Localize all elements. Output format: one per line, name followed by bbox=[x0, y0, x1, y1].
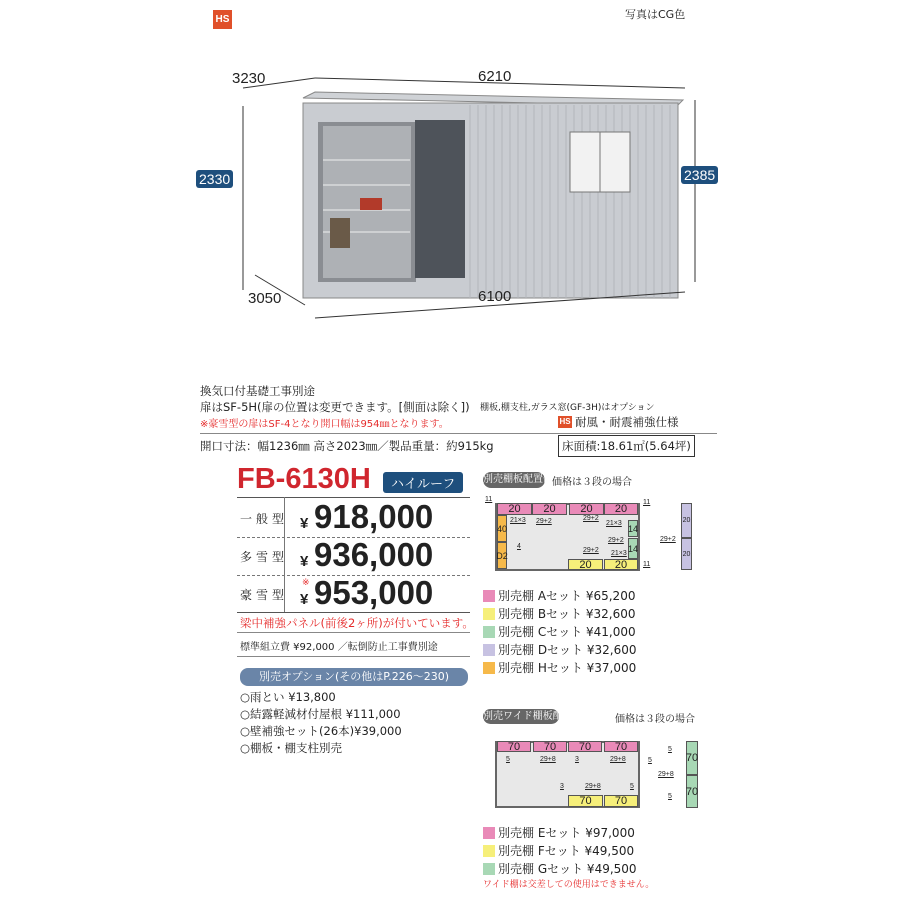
type-badge: ハイルーフ bbox=[383, 472, 463, 493]
dim-right-height: 2385 bbox=[681, 166, 718, 184]
legend-label: 別売棚 Hセット ¥37,000 bbox=[498, 661, 637, 675]
shelf-e: 70 bbox=[568, 741, 602, 752]
model-number: FB-6130H bbox=[237, 463, 371, 495]
dim-annotation: 29+2 bbox=[660, 536, 676, 543]
swatch bbox=[483, 626, 495, 638]
yen-sign: ¥ bbox=[300, 553, 309, 570]
price-value: 918,000 bbox=[314, 498, 434, 535]
dim-annotation: 29+8 bbox=[610, 756, 626, 763]
legend-item bbox=[483, 860, 637, 877]
dim-annotation: 29+8 bbox=[540, 756, 556, 763]
dim-annotation: 29+2 bbox=[583, 515, 599, 522]
hs-spec: 耐風・耐震補強仕様 bbox=[575, 415, 679, 429]
note-line1: 換気口付基礎工事別途 bbox=[200, 384, 315, 398]
shelf-c: 14 bbox=[628, 538, 638, 559]
divider bbox=[237, 656, 470, 657]
divider bbox=[237, 612, 470, 613]
legend-label: 別売棚 Gセット ¥49,500 bbox=[498, 862, 637, 876]
legend-item bbox=[483, 659, 636, 676]
legend-label: 別売棚 Eセット ¥97,000 bbox=[498, 826, 635, 840]
yen-sign: ¥ bbox=[300, 591, 309, 608]
divider bbox=[237, 632, 470, 633]
shelf-b: 20 bbox=[568, 559, 603, 570]
price-value: 953,000 bbox=[314, 574, 434, 611]
dim-annotation: 5 bbox=[648, 757, 652, 764]
options-note: 棚板,棚支柱,ガラス窓(GF-3H)はオプション bbox=[480, 403, 655, 413]
swatch bbox=[483, 845, 495, 857]
assembly-fee: 標準組立費 ¥92,000 ／転倒防止工事費別途 bbox=[240, 642, 438, 653]
price-type: 多雪型 bbox=[240, 550, 289, 564]
wide-shelf-warning: ワイド棚は交差しての使用はできません。 bbox=[483, 880, 655, 890]
shelf-layout-title: 別売棚板配置例 bbox=[483, 472, 545, 488]
options-title: 別売オプション(その他はP.226〜230) bbox=[240, 668, 468, 686]
panel-note: 梁中補強パネル(前後2ヶ所)が付いています。 bbox=[240, 616, 474, 630]
dim-annotation: 29+2 bbox=[536, 518, 552, 525]
legend-label: 別売棚 Cセット ¥41,000 bbox=[498, 625, 636, 639]
legend-item bbox=[483, 641, 637, 658]
note-line3: ※豪雪型の扉はSF-4となり開口幅は954㎜となります。 bbox=[200, 419, 449, 430]
dim-annotation: 21×3 bbox=[611, 550, 627, 557]
dim-annotation: 11 bbox=[643, 499, 651, 506]
option-item: ○壁補強セット(26本)¥39,000 bbox=[240, 724, 402, 738]
hs-logo: HS bbox=[213, 10, 232, 29]
option-item: ○雨とい ¥13,800 bbox=[240, 690, 336, 704]
yen-sign: ¥ bbox=[300, 515, 309, 532]
legend-label: 別売棚 Fセット ¥49,500 bbox=[498, 844, 635, 858]
shelf-g: 70 bbox=[686, 775, 698, 808]
shelf-e: 70 bbox=[604, 741, 638, 752]
legend-label: 別売棚 Aセット ¥65,200 bbox=[498, 589, 636, 603]
legend-item bbox=[483, 587, 635, 604]
dim-annotation: 3 bbox=[560, 783, 564, 790]
price-type: 豪雪型 bbox=[240, 588, 289, 602]
shelf-c: 14 bbox=[628, 520, 638, 537]
dim-annotation: 4 bbox=[517, 543, 521, 550]
dim-bottom-width: 6100 bbox=[478, 288, 512, 305]
option-item: ○結露軽減材付屋根 ¥111,000 bbox=[240, 707, 401, 721]
shelf-a: 20 bbox=[497, 503, 532, 515]
dim-annotation: 5 bbox=[630, 783, 634, 790]
legend-item bbox=[483, 605, 636, 622]
legend-item bbox=[483, 842, 634, 859]
dim-annotation: 3 bbox=[575, 756, 579, 763]
swatch bbox=[483, 608, 495, 620]
floor-area: 床面積:18.61㎡(5.64坪) bbox=[558, 435, 695, 457]
shelf-d: 20 bbox=[681, 538, 692, 570]
shed-illustration bbox=[195, 60, 725, 320]
shelf-price-note: 価格は３段の場合 bbox=[552, 477, 632, 488]
note-line2: 扉はSF-5H(扉の位置は変更できます。[側面は除く]) bbox=[200, 400, 470, 414]
swatch bbox=[483, 863, 495, 875]
shelf-e: 70 bbox=[497, 741, 531, 752]
shelf-a: 20 bbox=[569, 503, 604, 515]
divider bbox=[200, 433, 717, 434]
shelf-h: D2 bbox=[497, 542, 507, 569]
shelf-e: 70 bbox=[533, 741, 567, 752]
dim-annotation: 29+8 bbox=[585, 783, 601, 790]
dim-annotation: 21×3 bbox=[510, 517, 526, 524]
dim-annotation: 11 bbox=[485, 496, 493, 503]
legend-label: 別売棚 Dセット ¥32,600 bbox=[498, 643, 637, 657]
shelf-d: 20 bbox=[681, 503, 692, 538]
shelf-g: 70 bbox=[686, 741, 698, 775]
wide-shelf-price-note: 価格は３段の場合 bbox=[615, 714, 695, 725]
dim-left-height: 2330 bbox=[196, 170, 233, 188]
dim-top-depth: 3230 bbox=[232, 70, 266, 87]
dim-top-width: 6210 bbox=[478, 68, 512, 85]
shelf-a: 20 bbox=[604, 503, 638, 515]
shelf-b: 20 bbox=[604, 559, 638, 570]
shelf-f: 70 bbox=[604, 795, 638, 807]
dim-annotation: 5 bbox=[668, 746, 672, 753]
swatch bbox=[483, 644, 495, 656]
price-value: 936,000 bbox=[314, 536, 434, 573]
swatch bbox=[483, 590, 495, 602]
opening-size: 開口寸法：幅1236㎜ 高さ2023㎜／製品重量：約915kg bbox=[200, 439, 494, 453]
note-mark: ※ bbox=[302, 578, 310, 588]
dim-annotation: 5 bbox=[506, 756, 510, 763]
legend-label: 別売棚 Bセット ¥32,600 bbox=[498, 607, 636, 621]
price-type: 一般型 bbox=[240, 512, 289, 526]
shelf-a: 20 bbox=[532, 503, 567, 515]
dim-annotation: 29+2 bbox=[583, 547, 599, 554]
hs-logo-small: HS bbox=[559, 417, 571, 426]
option-item: ○棚板・棚支柱別売 bbox=[240, 741, 343, 755]
legend-item bbox=[483, 824, 635, 841]
swatch bbox=[483, 662, 495, 674]
legend-item bbox=[483, 623, 636, 640]
dim-annotation: 11 bbox=[643, 561, 651, 568]
wide-shelf-title: 別売ワイド棚板配置例 bbox=[483, 711, 583, 722]
dim-annotation: 29+8 bbox=[658, 771, 674, 778]
shelf-h: 40 bbox=[497, 515, 507, 542]
shelf-f: 70 bbox=[568, 795, 603, 807]
swatch bbox=[483, 827, 495, 839]
dim-bottom-depth: 3050 bbox=[248, 290, 282, 307]
dim-annotation: 21×3 bbox=[606, 520, 622, 527]
dim-annotation: 29+2 bbox=[608, 537, 624, 544]
dim-annotation: 5 bbox=[668, 793, 672, 800]
photo-note: 写真はCG色 bbox=[625, 8, 686, 21]
